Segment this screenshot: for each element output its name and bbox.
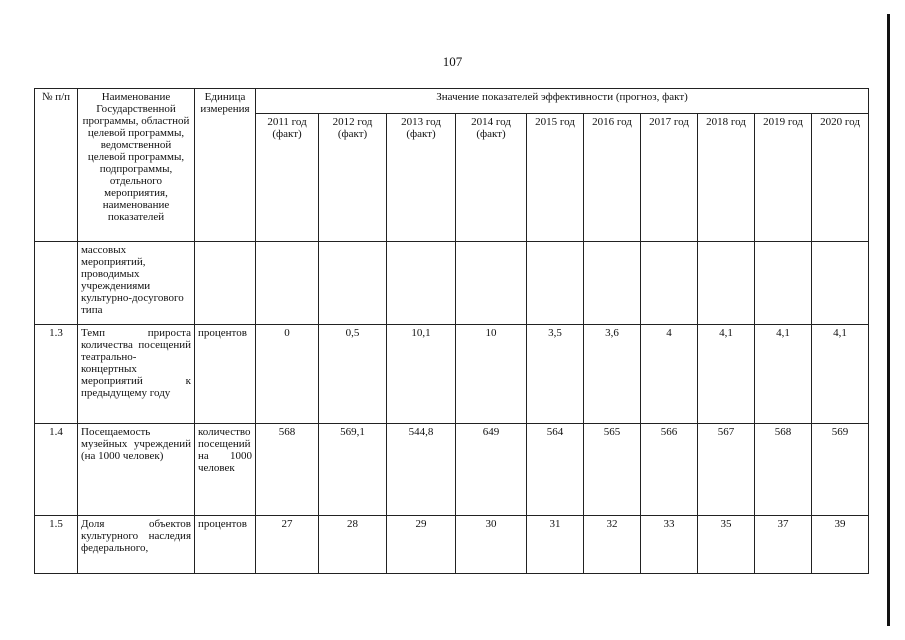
row-value: 544,8 (387, 424, 456, 516)
row-value (641, 242, 698, 325)
header-year: 2019 год (755, 114, 812, 242)
row-value: 3,6 (584, 325, 641, 424)
row-value: 3,5 (527, 325, 584, 424)
row-value: 569,1 (319, 424, 387, 516)
row-value (456, 242, 527, 325)
row-value: 31 (527, 516, 584, 574)
header-unit: Единица измерения (195, 89, 256, 242)
row-value: 28 (319, 516, 387, 574)
table-row (35, 242, 869, 325)
header-name: Наименование Государственной программы, областной целевой программы, ведомственной целевой программы, подпрограммы, отдельного мероприятия, наименование показателей (78, 89, 195, 242)
table-row (35, 516, 869, 574)
header-year: 2012 год (факт) (319, 114, 387, 242)
row-value (755, 242, 812, 325)
row-value: 35 (698, 516, 755, 574)
row-value: 564 (527, 424, 584, 516)
row-value (256, 242, 319, 325)
header-year: 2016 год (584, 114, 641, 242)
header-year: 2015 год (527, 114, 584, 242)
row-value: 649 (456, 424, 527, 516)
row-value (812, 242, 869, 325)
row-name: Доля объектов культурного наследия федерального, (78, 516, 195, 574)
row-value: 37 (755, 516, 812, 574)
row-number (35, 242, 78, 325)
header-year: 2017 год (641, 114, 698, 242)
row-value: 30 (456, 516, 527, 574)
indicators-table (34, 88, 869, 574)
row-value: 10,1 (387, 325, 456, 424)
row-value: 566 (641, 424, 698, 516)
row-value: 4,1 (698, 325, 755, 424)
row-value: 4,1 (755, 325, 812, 424)
row-value: 39 (812, 516, 869, 574)
header-year: 2011 год (факт) (256, 114, 319, 242)
row-name: Посещаемость музейных учреждений (на 1000 человек) (78, 424, 195, 516)
row-value: 33 (641, 516, 698, 574)
row-value: 32 (584, 516, 641, 574)
row-value (319, 242, 387, 325)
row-name: массовых мероприятий, проводимых учреждениями культурно-досугового типа (78, 242, 195, 325)
header-year: 2013 год (факт) (387, 114, 456, 242)
header-values-group: Значение показателей эффективности (прогноз, факт) (256, 89, 869, 114)
row-number: 1.5 (35, 516, 78, 574)
row-value (387, 242, 456, 325)
row-value: 0 (256, 325, 319, 424)
row-value: 567 (698, 424, 755, 516)
row-value: 0,5 (319, 325, 387, 424)
row-value: 565 (584, 424, 641, 516)
row-value: 568 (755, 424, 812, 516)
row-value: 569 (812, 424, 869, 516)
row-value (698, 242, 755, 325)
row-number: 1.3 (35, 325, 78, 424)
row-value (584, 242, 641, 325)
header-number: № п/п (35, 89, 78, 242)
row-value: 10 (456, 325, 527, 424)
row-name: Темп прироста количества посещений театрально-концертных мероприятий к предыдущему году (78, 325, 195, 424)
row-unit: процентов (195, 516, 256, 574)
row-value: 4,1 (812, 325, 869, 424)
table-row (35, 424, 869, 516)
table-row (35, 325, 869, 424)
header-year: 2018 год (698, 114, 755, 242)
header-year: 2014 год (факт) (456, 114, 527, 242)
header-year: 2020 год (812, 114, 869, 242)
row-number: 1.4 (35, 424, 78, 516)
row-value: 29 (387, 516, 456, 574)
row-value: 4 (641, 325, 698, 424)
row-value (527, 242, 584, 325)
row-unit: процентов (195, 325, 256, 424)
row-value: 568 (256, 424, 319, 516)
row-unit (195, 242, 256, 325)
page-number: 107 (442, 54, 463, 69)
header-row (35, 89, 869, 114)
row-unit: количество посещений на 1000 человек (195, 424, 256, 516)
page-edge-rule (887, 14, 890, 626)
row-value: 27 (256, 516, 319, 574)
